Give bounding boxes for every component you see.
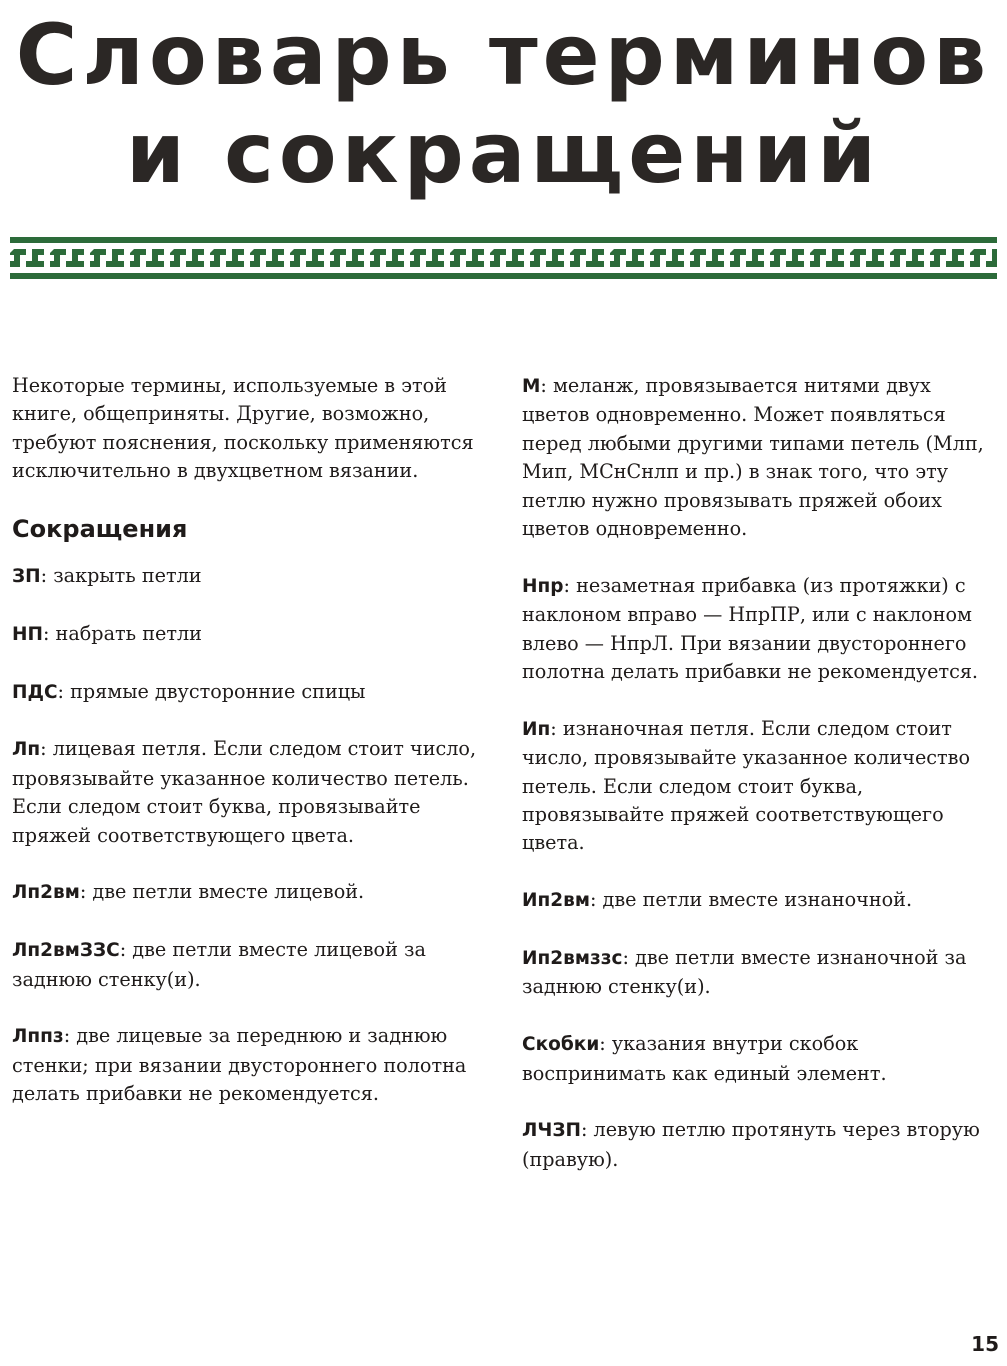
section-heading: Сокращения [12,515,188,544]
glossary-definition: : левую петлю протянуть через вторую (правую). [522,1118,980,1171]
glossary-definition: : лицевая петля. Если следом стоит число, провязывайте указанное количество петель. Если следом стоит буква, провязывайте пряжей соответствующего цвета. [12,737,477,847]
glossary-definition: : набрать петли [42,621,202,645]
glossary-definition: : две петли вместе лицевой за заднюю стенку(и). [12,938,426,991]
glossary-entry [12,562,482,591]
glossary-definition: : две лицевые за переднюю и заднюю стенки; при вязании двустороннего полотна делать прибавки не рекомендуется. [12,1024,467,1106]
glossary-term: НП [12,623,43,645]
glossary-definition: : незаметная прибавка (из протяжки) с наклоном вправо — НпрПР, или с наклоном влево — НпрЛ. При вязании двустороннего полотна делать прибавки не рекомендуется. [522,573,979,684]
glossary-entry [522,372,1000,543]
page-title [0,0,1007,202]
glossary-entry [522,944,1000,1002]
glossary-term: Ип2вм [522,890,590,912]
glossary-entry [12,936,482,994]
glossary-definition: : указания внутри скобок воспринимать как единый элемент. [522,1032,887,1085]
glossary-entry [12,678,482,707]
glossary-definition: : изнаночная петля. Если следом стоит число, провязывайте указанное количество петель. Если следом стоит буква, провязывайте пряжей соответствующего цвета. [522,716,971,855]
glossary-term: Лппз [12,1026,64,1048]
glossary-entry [522,1030,1000,1088]
glossary-entry [522,715,1000,858]
right-column [522,372,1000,1203]
glossary-term: Нпр [522,575,564,597]
decorative-ornament-border [10,237,997,279]
glossary-term: Ип [522,718,551,740]
glossary-definition: : прямые двусторонние спицы [57,679,366,703]
glossary-term: Лп2вмЗЗС [12,940,120,962]
glossary-definition: : закрыть петли [40,564,202,588]
glossary-definition: : две петли вместе изнаночной за заднюю стенку(и). [522,946,967,999]
glossary-entry [522,1116,1000,1174]
glossary-term: М [522,376,541,397]
glossary-entry [12,620,482,649]
glossary-entry [12,1022,482,1108]
page-number: 15 [971,1332,999,1356]
glossary-term: ПДС [12,681,58,703]
glossary-definition: : две петли вместе изнаночной. [589,888,913,912]
glossary-term: Скобки [522,1034,600,1056]
glossary-entry [12,735,482,850]
title-line-1: Словарь терминов [15,6,992,104]
glossary-term: ЗП [12,566,41,588]
glossary-term: Лп2вм [12,882,80,904]
glossary-term: Лп [12,739,41,761]
glossary-term: Ип2вмззс [522,948,623,970]
glossary-entry [522,572,1000,687]
glossary-definition: : две петли вместе лицевой. [79,880,365,904]
glossary-entry [12,878,482,907]
glossary-term: ЛЧЗП [522,1120,581,1142]
left-column [12,372,482,1137]
glossary-definition: : меланж, провязывается нитями двух цветов одновременно. Может появляться перед любыми другими типами петель (Млп, Мип, МСнСнлп и пр.) в знак того, что эту петлю нужно провязывать пряжей обоих цветов одновременно. [522,374,984,541]
glossary-entry [522,886,1000,915]
intro-paragraph: Некоторые термины, используемые в этой книге, общеприняты. Другие, возможно, требуют пояснения, поскольку применяются исключительно в двухцветном вязании. [12,374,474,483]
title-line-2: и сокращений [125,104,881,202]
